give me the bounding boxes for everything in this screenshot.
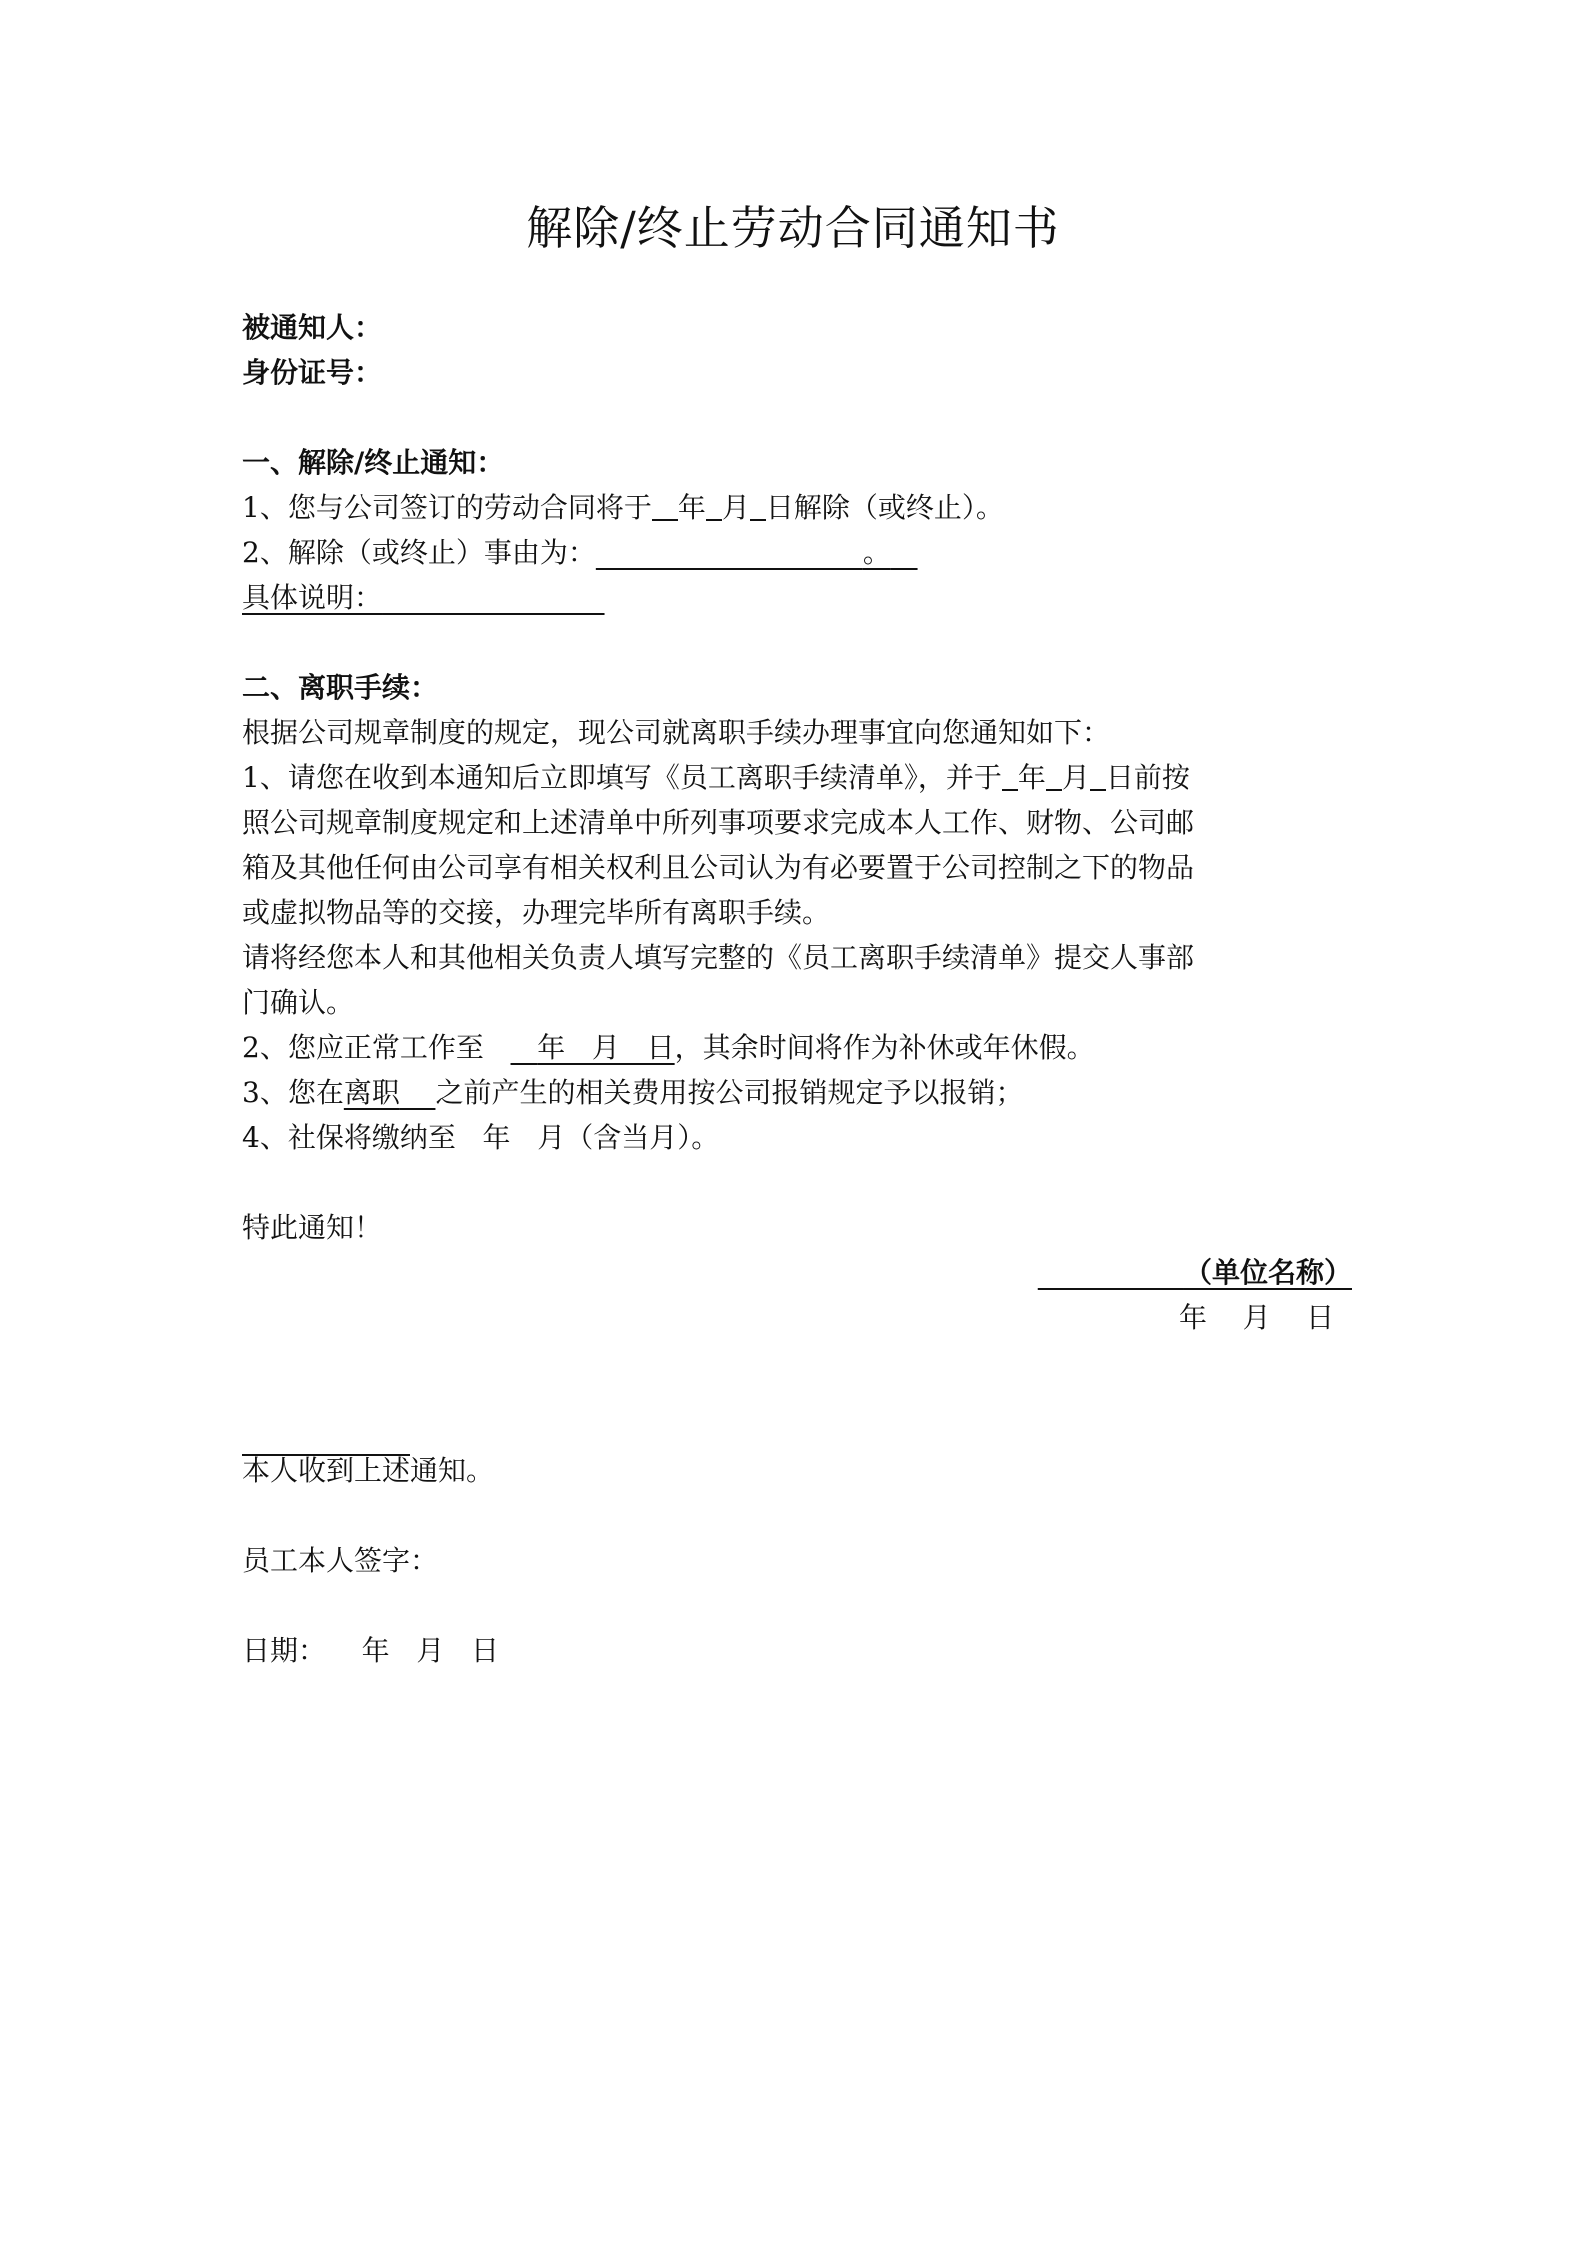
company-name-field[interactable] [1038, 1256, 1352, 1289]
section1-detail [242, 575, 1352, 620]
handover-month-blank[interactable] [1046, 759, 1062, 791]
section2-item1-line2: 照公司规章制度规定和上述清单中所列事项要求完成本人工作、财物、公司邮 [242, 806, 1195, 839]
section2-item3 [242, 1070, 1352, 1115]
section2-heading: 二、离职手续： [242, 671, 439, 704]
section1-item2-suffix: 。 [862, 536, 891, 569]
handover-day-blank[interactable] [1090, 759, 1106, 791]
section2-item1-line1 [242, 755, 1352, 800]
section1-item1 [242, 485, 1352, 530]
handover-year-blank[interactable] [1002, 759, 1018, 791]
year-blank[interactable] [652, 489, 678, 521]
section2-item3-suffix: 之前产生的相关费用按公司报销规定予以报销； [435, 1076, 1024, 1109]
date-value: 年 月 日 [361, 1634, 500, 1667]
section2-item1-month: 月 [1061, 761, 1090, 794]
document-body [242, 305, 1352, 1673]
section2-item2 [242, 1025, 1352, 1070]
section2-item4: 4、社保将缴纳至 年 月（含当月）。 [242, 1121, 720, 1154]
document-title: 解除/终止劳动合同通知书 [526, 201, 1060, 255]
section2-item1-year: 年 [1017, 761, 1046, 794]
section2-item1-text-b: 日前按 [1105, 761, 1190, 794]
section1-item1-suffix: 日解除（或终止）。 [765, 491, 1004, 524]
receipt-text: 本人收到上述通知。 [242, 1454, 495, 1487]
day-blank[interactable] [750, 489, 766, 521]
section2-item1-text-a: 1、请您在收到本通知后立即填写《员工离职手续清单》，并于 [242, 761, 1002, 794]
closing-text: 特此通知！ [242, 1211, 383, 1244]
section1-item2 [242, 530, 1352, 575]
detail-field[interactable] [242, 581, 605, 614]
section2-submit-line1: 请将经您本人和其他相关负责人填写完整的《员工离职手续清单》提交人事部 [242, 941, 1195, 974]
company-name-row [242, 1250, 1352, 1295]
id-number-label: 身份证号： [242, 356, 383, 389]
section2-submit-line2: 门确认。 [242, 986, 355, 1019]
company-name: （单位名称） [1183, 1256, 1352, 1289]
section2-item3-prefix: 3、您在 [242, 1076, 344, 1109]
section2-item3-word: 离职 [343, 1076, 400, 1109]
month-blank[interactable] [706, 489, 722, 521]
reason-field[interactable] [596, 536, 918, 569]
section1-item2-prefix: 2、解除（或终止）事由为： [242, 536, 596, 569]
date-label: 日期： [242, 1634, 327, 1667]
signature-label: 员工本人签字： [242, 1544, 439, 1577]
section1-item1-prefix: 1、您与公司签订的劳动合同将于 [242, 491, 652, 524]
detail-label: 具体说明： [242, 581, 383, 614]
section2-item2-date: 年 月 日 [537, 1031, 675, 1064]
section2-item1-line4: 或虚拟物品等的交接，办理完毕所有离职手续。 [242, 896, 831, 929]
section1-item1-year: 年 [677, 491, 706, 524]
section2-item3-underlined [344, 1076, 436, 1109]
recipient-label: 被通知人： [242, 311, 383, 344]
date-row [242, 1628, 1352, 1673]
section2-item1-line3: 箱及其他任何由公司享有相关权利且公司认为有必要置于公司控制之下的物品 [242, 851, 1195, 884]
company-date-text: 年 月 日 [1178, 1301, 1335, 1334]
section2-item2-suffix: ，其余时间将作为补休或年休假。 [674, 1031, 1095, 1064]
company-date [242, 1295, 1352, 1340]
section1-heading: 一、解除/终止通知： [242, 446, 505, 479]
section2-intro: 根据公司规章制度的规定，现公司就离职手续办理事宜向您通知如下： [242, 716, 1111, 749]
section2-item2-prefix: 2、您应正常工作至 [242, 1031, 484, 1064]
section1-item1-month: 月 [721, 491, 750, 524]
last-workday-field[interactable] [511, 1031, 675, 1064]
